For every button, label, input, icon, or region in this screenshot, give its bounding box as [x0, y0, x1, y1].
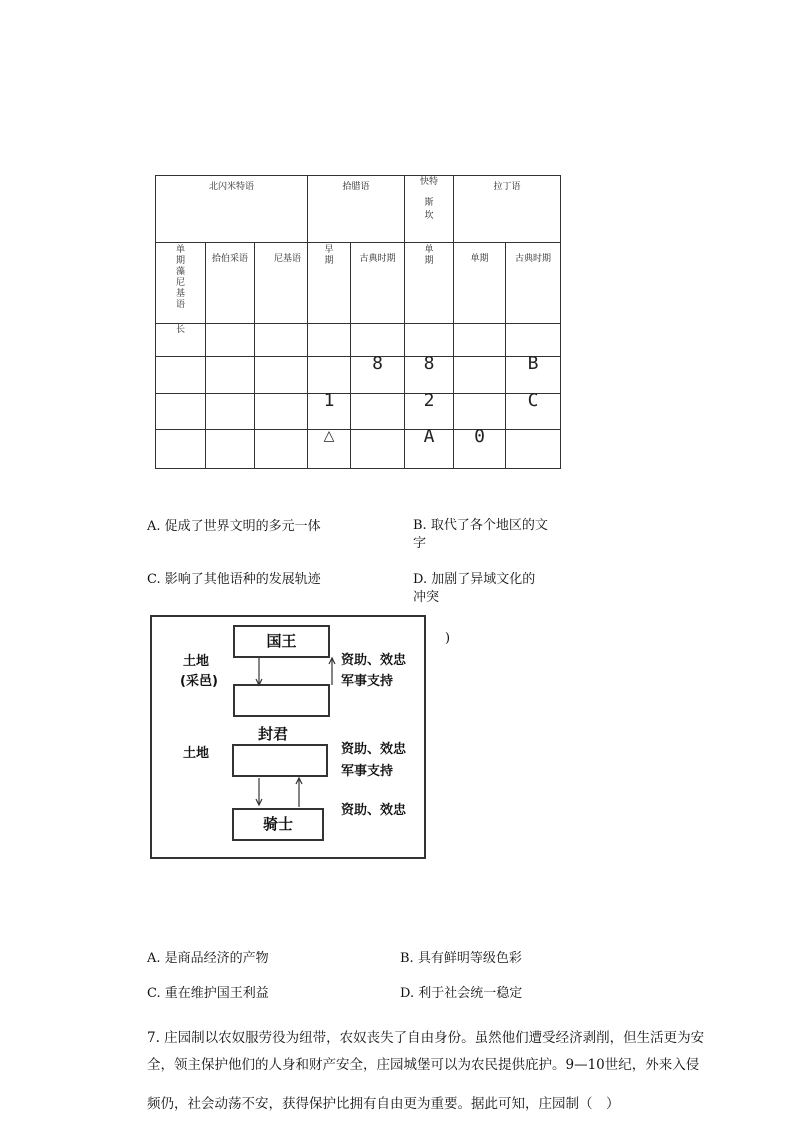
option-b-2[interactable]: B. 具有鲜明等级色彩 [400, 951, 522, 966]
question-7-line-3: 频仍，社会动荡不安，获得保护比拥有自由更为重要。据此可知，庄园制（ ） [147, 1096, 620, 1112]
table-group-header-row [156, 176, 561, 243]
option-d[interactable]: D. 加剧了异域文化的 冲突 [413, 572, 536, 605]
help-loyalty-label-1: 资助、效忠 [341, 653, 407, 668]
question-7-line-1: 7. 庄园制以农奴服劳役为纽带，农奴丧失了自由身份。虽然他们遭受经济剥削，但生活更为安 [147, 1030, 705, 1046]
subheader-greek-classical: 古典时期 [351, 243, 405, 324]
table-subheader-row [156, 243, 561, 324]
option-c[interactable]: C. 影响了其他语种的发展轨迹 [147, 572, 321, 587]
subheader-latin-early: 单期 [454, 243, 506, 324]
lord-label: 封君 [258, 725, 289, 743]
table-row [156, 357, 561, 394]
table-cell: 0 [454, 430, 506, 469]
subheader-latin-classical: 古典时期 [506, 243, 561, 324]
header-north-semitic: 北闪米特语 [156, 176, 308, 243]
subheader-early-phoenician: 单期藻尼基语 [156, 243, 206, 324]
header-etruscan: 快特 斯 坎 [405, 176, 454, 243]
header-latin: 拉丁语 [454, 176, 561, 243]
subheader-hebrew: 拾伯采语 [206, 243, 255, 324]
table-cell: 8 [351, 357, 405, 394]
option-a[interactable]: A. 促成了世界文明的多元一体 [147, 519, 321, 534]
table-cell: 1 [308, 394, 351, 430]
knight-box: 骑士 [232, 808, 324, 841]
subheader-etruscan-early: 单期 [405, 243, 454, 324]
land-label: 土地 [183, 746, 210, 761]
question-7-line-2: 全，领主保护他们的人身和财产安全，庄园城堡可以为农民提供庇护。9—10世纪，外来入侵 [147, 1057, 700, 1073]
table-cell: 长 [156, 324, 206, 357]
military-support-label-2: 军事支持 [341, 764, 394, 779]
question-paren: ) [445, 631, 451, 646]
table-cell: 2 [405, 394, 454, 430]
table-cell: C [506, 394, 561, 430]
help-loyalty-label-3: 资助、效忠 [341, 803, 407, 818]
option-b[interactable]: B. 取代了各个地区的文 字 [413, 518, 548, 551]
king-box: 国王 [233, 625, 330, 658]
table-cell: 8 [405, 357, 454, 394]
subheader-greek-early: 早期 [308, 243, 351, 324]
table-row [156, 394, 561, 430]
language-table [155, 175, 561, 469]
option-c-2[interactable]: C. 重在维护国王利益 [147, 986, 269, 1001]
help-loyalty-label-2: 资助、效忠 [341, 742, 407, 757]
table-cell: B [506, 357, 561, 394]
table-cell: A [405, 430, 454, 469]
table-cell: △ [308, 430, 351, 469]
land-fief-label: 土地 (采邑) [180, 654, 218, 689]
military-support-label-1: 军事支持 [341, 674, 394, 689]
option-d-2[interactable]: D. 利于社会统一稳定 [400, 986, 523, 1001]
table-row [156, 324, 561, 357]
subheader-phoenician: 尼基语 [255, 243, 308, 324]
table-row [156, 430, 561, 469]
option-a-2[interactable]: A. 是商品经济的产物 [147, 951, 269, 966]
header-greek: 拾腊语 [308, 176, 405, 243]
